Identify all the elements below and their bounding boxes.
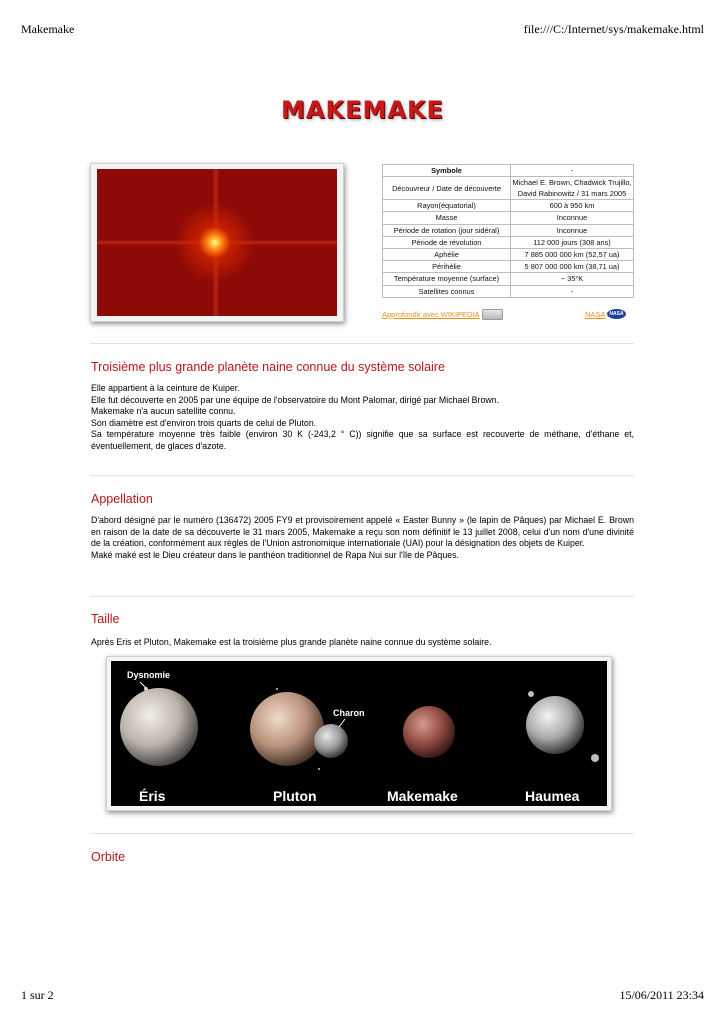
fact-label: Température moyenne (surface) [383, 273, 511, 285]
pluton-label: Pluton [273, 788, 317, 804]
paragraph-line: Elle fut découverte en 2005 par une équipe de l'observatoire du Mont Palomar, dirigé par Michael Brown. [91, 394, 500, 405]
eris-planet [120, 688, 198, 766]
eris-label: Éris [139, 788, 166, 804]
hiiaka-moon [528, 691, 534, 697]
paragraph-line: Sa température moyenne très faible (environ 30 K (-243,2 ° C)) signifie que sa surface est recouverte de méthane, d'éthane et, éventuellement, de glaces d'azote. [91, 429, 634, 451]
fact-label: Période de rotation (jour sidéral) [383, 224, 511, 236]
dysnomie-label: Dysnomie [127, 670, 171, 680]
namaka-moon [591, 754, 599, 762]
print-header [21, 22, 704, 37]
section-title: Troisième plus grande planète naine connue du système solaire [91, 360, 445, 374]
table-row [383, 236, 634, 248]
print-footer [21, 988, 704, 1003]
print-header-title: Makemake [21, 22, 75, 36]
fact-value: Inconnue [511, 224, 634, 236]
makemake-telescope-image [97, 169, 337, 316]
section-title: Orbite [91, 850, 126, 864]
fact-label: Période de révolution [383, 236, 511, 248]
fact-label: Périhélie [383, 261, 511, 273]
source-links [382, 309, 634, 321]
fact-value-multiline [511, 177, 634, 200]
makemake-photo-frame [90, 163, 344, 322]
table-row [383, 165, 634, 177]
table-row [383, 285, 634, 297]
table-row [383, 200, 634, 212]
charon-moon [314, 724, 348, 758]
table-row [383, 212, 634, 224]
fact-value: ~ 35°K [511, 273, 634, 285]
fact-value: Inconnue [511, 212, 634, 224]
fact-label: Rayon(équatorial) [383, 200, 511, 212]
paragraph-line: Makemake n'a aucun satellite connu. [91, 406, 236, 416]
fact-value: 600 à 950 km [511, 200, 634, 212]
fact-value: 7 885 000 000 km (52,57 ua) [511, 248, 634, 260]
section-body [91, 383, 634, 452]
fact-value: - [511, 285, 634, 297]
fact-label: Découvreur / Date de découverte [383, 177, 511, 200]
section-divider [90, 475, 634, 476]
section-title: Appellation [91, 492, 153, 506]
fact-value: 112 000 jours (308 ans) [511, 236, 634, 248]
table-row [383, 224, 634, 236]
fact-value-line: David Rabinowitz / 31 mars 2005 [517, 189, 627, 199]
section-title: Taille [91, 612, 120, 626]
pluto-planet [250, 692, 324, 766]
table-row [383, 177, 634, 200]
haumea-planet [526, 696, 584, 754]
page-banner-title: MAKEMAKE [281, 96, 444, 124]
makemake-planet [403, 706, 455, 758]
wikipedia-link[interactable]: Approfondir avec WIKIPEDIA [382, 310, 480, 319]
nasa-link[interactable]: NASA [585, 310, 606, 319]
size-comparison-figure [106, 656, 612, 811]
page-counter: 1 sur 2 [21, 988, 54, 1002]
paragraph-line: Maké maké est le Dieu créateur dans le panthéon traditionnel de Rapa Nui sur l'île de Pâques. [91, 549, 459, 560]
facts-table [382, 164, 634, 298]
table-row [383, 273, 634, 285]
fact-label: Masse [383, 212, 511, 224]
section-body [91, 515, 634, 561]
small-moon [318, 768, 320, 770]
small-moon [276, 688, 278, 690]
print-header-url: file:///C:/Internet/sys/makemake.html [523, 22, 704, 36]
fact-value: 5 807 000 000 km (38,71 ua) [511, 261, 634, 273]
paragraph-line: Son diamètre est d'environ trois quarts de celui de Pluton. [91, 417, 317, 428]
haumea-label: Haumea [525, 788, 580, 804]
fact-label: Satellites connus [383, 285, 511, 297]
wikipedia-logo-icon[interactable] [482, 309, 503, 320]
paragraph-line: Elle appartient à la ceinture de Kuiper. [91, 383, 240, 393]
makemake-label: Makemake [387, 788, 458, 804]
print-timestamp: 15/06/2011 23:34 [619, 988, 704, 1002]
nasa-logo-icon[interactable]: NASA [607, 309, 626, 319]
charon-label: Charon [333, 708, 365, 718]
section-divider [90, 343, 634, 344]
fact-value: - [511, 165, 634, 177]
fact-label: Symbole [383, 165, 511, 177]
paragraph-line: D'abord désigné par le numéro (136472) 2005 FY9 et provisoirement appelé « Easter Bunny » (le lapin de Pâques) par Michael E. Brown en raison de la date de sa découverte le 31 mars 2005, Makemake a reçu son nom définitif le 13 juillet 2008, celui d'un nom d'une divinité de la création, conformément aux règles de l'Union astronomique internationale (UAI) pour la désignation des objets de Kuiper. [91, 515, 634, 548]
fact-label: Aphélie [383, 248, 511, 260]
section-divider [90, 833, 634, 834]
fact-value-line: Michael E. Brown, Chadwick Trujillo, [512, 178, 632, 188]
table-row [383, 248, 634, 260]
section-divider [90, 596, 634, 597]
size-comparison-image [111, 661, 607, 806]
paragraph-line: Après Eris et Pluton, Makemake est la troisième plus grande planète naine connue du système solaire. [91, 637, 492, 647]
section-body [91, 637, 634, 649]
table-row [383, 261, 634, 273]
